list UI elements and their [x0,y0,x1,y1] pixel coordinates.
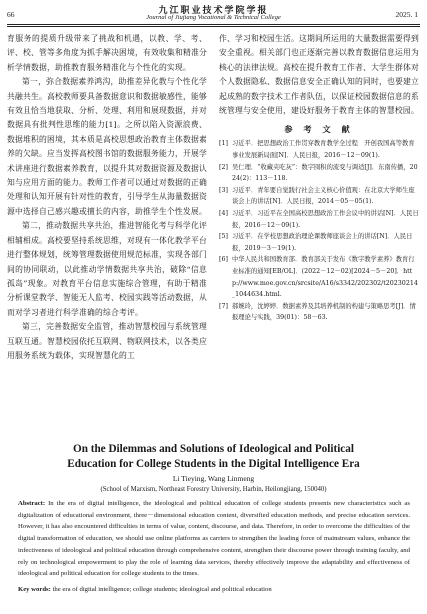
journal-title-en: Journal of Jiujiang Vocational & Technical College [146,14,281,21]
reference-list [219,138,419,324]
reference-item [219,231,419,254]
english-title-line: Education for College Students in the Digital Intelligence Era [67,458,360,470]
english-authors: Li Tieying, Wang Linmeng [172,474,255,483]
reference-text: 习近平．习近平在全国高校思想政治工作会议中的讲话[N]．人民日报，2016－12－09(1). [232,210,419,229]
journal-title-cn: 九江职业技术学院学报 [158,6,269,16]
english-abstract [18,498,410,580]
reference-item [219,185,419,208]
body-paragraph: 第二，推动数据共享共治，推进智能化考与科学化评相辅相成。高校要坚持系统思维，对现有一体化教学平台进行整体规划，统筹管理数据使用规范标准，实现各部门间的协同联动，以此推动学情数据共享共治，破除“信息孤岛”现象。对教育平台信息实施综合管理，有助于精准分析课堂教学、智能无人监考、校园实践等活动数据，从而对学习者进行科学准确的综合考评。 [7,221,207,317]
reference-text: 中华人民共和国教育部．教育部关于发布《数字教学素养》教育行业标准的通知[EB/OL]．(2022－12－02)[2024－5－20]．http://www.moe.gov.cn/srcsite/A16/s3342/202302/t20230214_1044634.html. [232,256,418,299]
right-column [219,32,419,324]
references-heading: 参 考 文 献 [284,124,354,135]
reference-number: [6] [219,256,228,264]
reference-number: [4] [219,210,228,217]
body-paragraph: 作、学习和校园生活。这期间所运用的大量数据需要得到安全重视。相关部门也正逐渐完善以教育数据信息运用为核心的法律法规。高校在提升教育工作者、大学生群体对个人数据隐私、数据信息安全正确认知的同时，也要建立起成熟的数字技术工作者队伍，以保证校园数据信息的系统管理与安全使用，建设好服务于教育主体的智慧校园。 [219,34,419,116]
reference-text: 习近平．在学校思想政治理论课教师座谈会上的讲话[N]．人民日报，2019－3－19(1). [232,233,413,252]
reference-text: 习近平．青年要自觉践行社会主义核心价值观：在北京大学师生座谈会上的讲话[N]．人民日报，2014－05－05(1). [232,186,415,206]
left-column [7,32,207,363]
reference-text: 习近平．把思想政治工作贯穿教育教学全过程 开创我国高等教育事业发展新局面[N]．人民日报，2016－12－09(1). [232,140,415,160]
english-title-line: On the Dilemmas and Solutions of Ideological and Political [73,443,354,455]
english-keywords [18,584,410,595]
body-paragraph: 第三，完善数据安全监管，推动智慧校园与系统管理互联互通。智慧校园依托互联网、物联网技术，以各类应用服务系统为载体，实现智慧化的工 [7,322,207,360]
reference-item [219,208,419,231]
reference-number: [7] [219,302,228,310]
reference-number: [1] [219,140,228,148]
english-title [0,442,427,472]
reference-number: [3] [219,186,228,194]
reference-number: [5] [219,233,228,241]
reference-text: 吴仁理．“收藏夹吃灰”：数字囤积的流变与调适[J]．东南传播，2024(2)：113－118. [232,163,418,183]
english-affiliation: (School of Marxism, Northeast Forestry University, Harbin, Heilongjiang, 150040) [100,486,327,493]
body-paragraph: 第一，弥合数据素养鸿沟，助推差异化教与个性化学共融共生。高校教师要具备数据意识和数据敏感性，能够有效且恰当地获取、分析、处理、利用和展现数据，并对数据具有批判性思维的能力[1]。之所以陷入资源浪费、数据堆积的困境，其本质是高校思想政治教育主体数据素养的欠缺。应当发挥高校图书馆的数据服务能力，开展学术讲座进行数据素养教育，以提升其对数据资源及数据认知与应用方面的能力。教师工作者可以通过对数据的正确处理和认知开展有针对性的教育，引导学生从海量数据资源中选择自己感兴趣或擅长的内容，助推学生个性发展。 [7,77,207,216]
reference-item [219,162,419,185]
reference-text: 郝婉玲，沈婷婷．数据素养及其培养机制的构建与策略思考[J]．情报理论与实践，39(01)：58－63. [232,302,416,322]
keywords-label: Key words: [18,586,51,593]
page-number: 66 [7,10,15,19]
header-rule-thin [7,26,420,27]
abstract-label: Abstract: [18,500,46,507]
reference-item [219,138,419,161]
keywords-text: the era of digital intelligence; college students; ideological and political education [50,586,272,593]
abstract-text: In the era of digital intelligence, the ideological and political education of college students presents new characteristics such as digitalization of educational environment, three－dimensional education content, diversified education methods, and precise education services. However, it has also encountered difficulties in terms of value, content, discourse, and data. Therefore, in order to overcome the difficulties of the digital transformation of education, we should use online platforms as carriers to strengthen the leading force of mainstream values, enhance the infectiveness of ideological and political education through comprehensive content, strengthen their discourse power through training faculty, and rely on technological empowerment to play the role of learning data services, thereby effectively improve the adaptability and effectiveness of ideological and political education for college students to the times. [18,500,410,578]
reference-item [219,254,419,300]
header-rule [7,24,420,25]
reference-item [219,301,419,324]
reference-number: [2] [219,163,228,171]
issue-number: 2025. 1 [395,10,418,19]
body-paragraph: 育服务的提质升级带来了挑战和机遇，以教、学、考、评、校、管等多角度为抓手解决困境，有效收集和精准分析学情数据，助推教育服务精准化与个性化的实现。 [7,34,207,72]
